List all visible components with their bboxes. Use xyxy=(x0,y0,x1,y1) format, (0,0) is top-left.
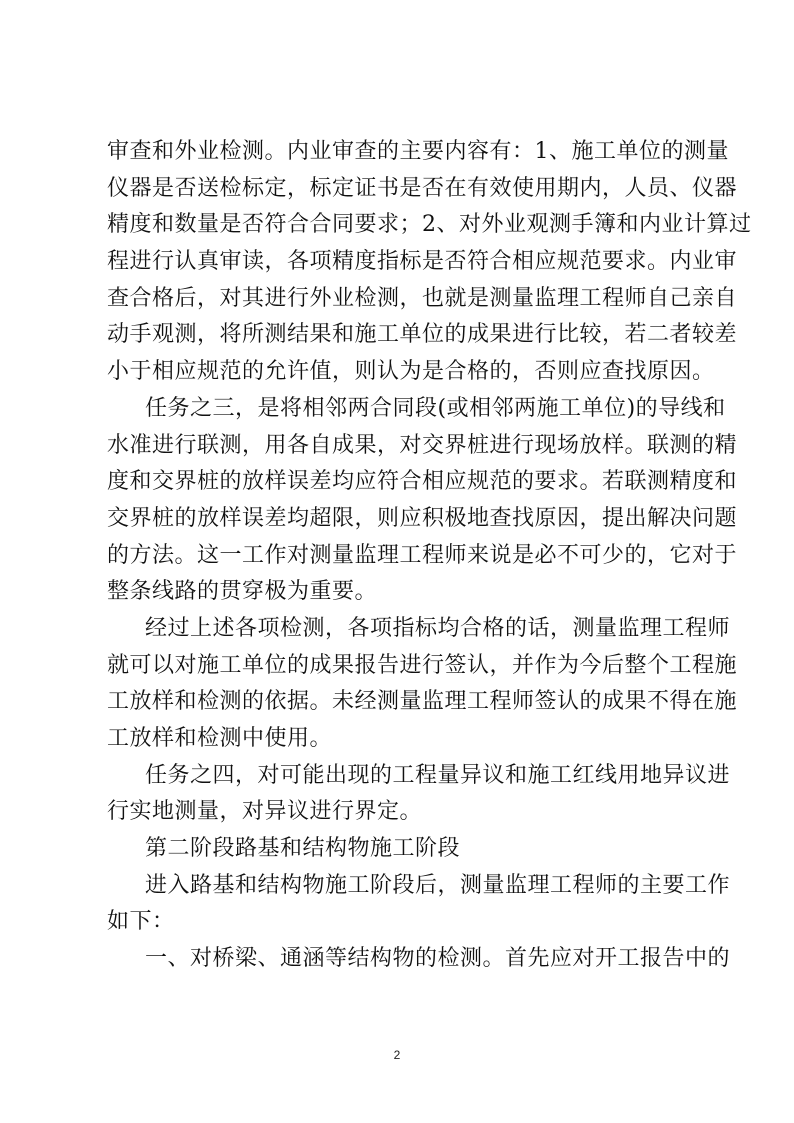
text-line: 经过上述各项检测，各项指标均合格的话，测量监理工程师 xyxy=(145,615,731,641)
text-line: 动手观测，将所测结果和施工单位的成果进行比较，若二者较差 xyxy=(107,322,738,348)
text-line: 审查和外业检测。内业审查的主要内容有：1、施工单位的测量 xyxy=(107,139,729,164)
text-line: 交界桩的放样误差均超限，则应积极地查找原因，提出解决问题 xyxy=(107,505,738,531)
page-number: 2 xyxy=(393,1048,401,1062)
text-line: 如下： xyxy=(107,909,175,935)
text-line: 精度和数量是否符合合同要求；2、对外业观测手簿和内业计算过 xyxy=(107,212,752,238)
text-line: 程进行认真审读，各项精度指标是否符合相应规范要求。内业审 xyxy=(107,249,738,275)
text-line: 就可以对施工单位的成果报告进行签认，并作为今后整个工程施 xyxy=(107,652,738,678)
text-line: 仪器是否送检标定，标定证书是否在有效使用期内，人员、仪器 xyxy=(107,175,738,201)
text-line: 一、对桥梁、通涵等结构物的检测。首先应对开工报告中的 xyxy=(145,946,731,972)
text-line: 查合格后，对其进行外业检测，也就是测量监理工程师自己亲自 xyxy=(107,285,738,311)
text-line: 水准进行联测，用各自成果，对交界桩进行现场放样。联测的精 xyxy=(107,432,738,458)
text-line: 行实地测量，对异议进行界定。 xyxy=(107,799,423,825)
text-line: 小于相应规范的允许值，则认为是合格的，否则应查找原因。 xyxy=(107,359,715,385)
text-line: 任务之三，是将相邻两合同段(或相邻两施工单位)的导线和 xyxy=(145,395,726,421)
body-text xyxy=(107,134,752,978)
text-line: 任务之四，对可能出现的工程量异议和施工红线用地异议进 xyxy=(145,762,731,788)
section-heading: 第二阶段路基和结构物施工阶段 xyxy=(145,836,461,862)
text-line: 度和交界桩的放样误差均应符合相应规范的要求。若联测精度和 xyxy=(107,469,738,495)
text-line: 工放样和检测的依据。未经测量监理工程师签认的成果不得在施 xyxy=(107,689,738,715)
text-line: 的方法。这一工作对测量监理工程师来说是必不可少的，它对于 xyxy=(107,542,738,568)
text-line: 整条线路的贯穿极为重要。 xyxy=(107,579,378,605)
text-line: 工放样和检测中使用。 xyxy=(107,726,333,751)
text-line: 进入路基和结构物施工阶段后，测量监理工程师的主要工作 xyxy=(145,872,731,898)
